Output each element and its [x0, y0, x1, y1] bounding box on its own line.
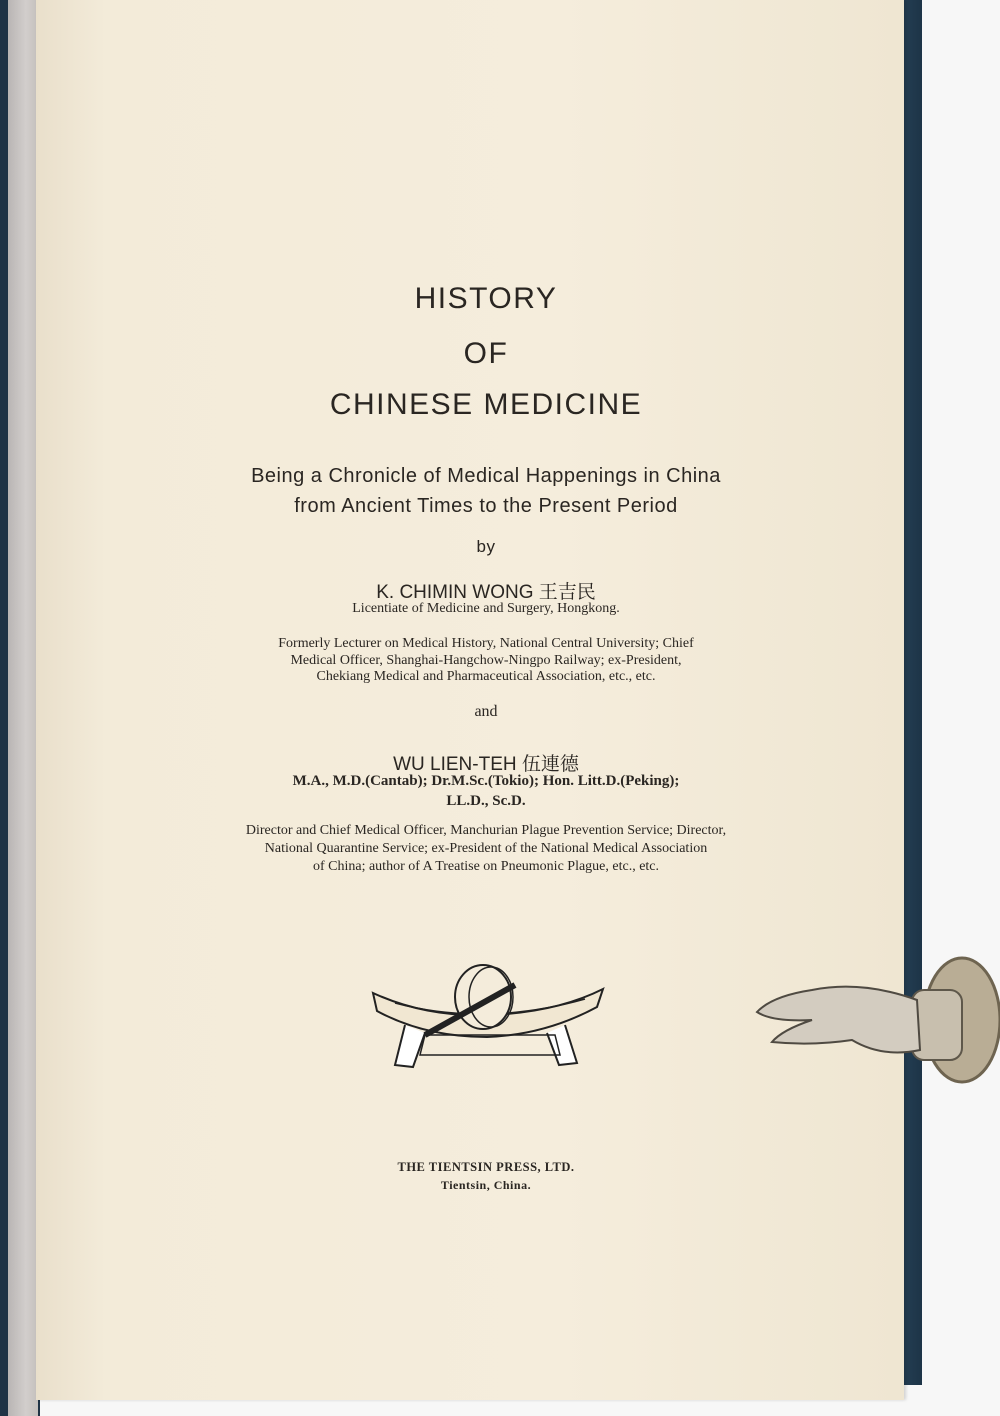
author2-bio-line: of China; author of A Treatise on Pneumonic Plague, etc., etc.: [312, 859, 660, 874]
author2-bio-line: Director and Chief Medical Officer, Manchurian Plague Prevention Service; Director,: [245, 823, 727, 838]
title-line-1: HISTORY: [414, 282, 558, 315]
title-line-3: CHINESE MEDICINE: [329, 388, 643, 421]
author1-bio-line: Formerly Lecturer on Medical History, National Central University; Chief: [278, 636, 694, 651]
author1-bio-line: Medical Officer, Shanghai-Hangchow-Ningpo Railway; ex-President,: [290, 653, 682, 668]
author1-name: K. CHIMIN WONG 王吉民: [376, 582, 596, 603]
publisher-place: Tientsin, China.: [440, 1178, 532, 1192]
author2-bio-line: National Quarantine Service; ex-President of the National Medical Association: [264, 841, 708, 856]
hand-bookmark-ornament: [752, 950, 1000, 1100]
subtitle-line-1: Being a Chronicle of Medical Happenings in China: [251, 465, 721, 487]
and-text: and: [474, 703, 498, 720]
author2-degrees: M.A., M.D.(Cantab); Dr.M.Sc.(Tokio); Hon. Litt.D.(Peking);: [292, 773, 680, 789]
title-line-2: OF: [463, 337, 509, 370]
author2-degrees: LL.D., Sc.D.: [446, 793, 526, 809]
by-text: by: [476, 537, 496, 556]
endpaper: [8, 0, 38, 1416]
author1-bio-line: Chekiang Medical and Pharmaceutical Association, etc., etc.: [316, 669, 656, 684]
publisher-name: THE TIENTSIN PRESS, LTD.: [397, 1160, 575, 1174]
medicine-grinder-illustration: [365, 955, 610, 1080]
subtitle-line-2: from Ancient Times to the Present Period: [294, 495, 678, 517]
author2-name: WU LIEN-TEH 伍連德: [393, 754, 579, 775]
author1-qualification: Licentiate of Medicine and Surgery, Hongkong.: [352, 601, 620, 616]
